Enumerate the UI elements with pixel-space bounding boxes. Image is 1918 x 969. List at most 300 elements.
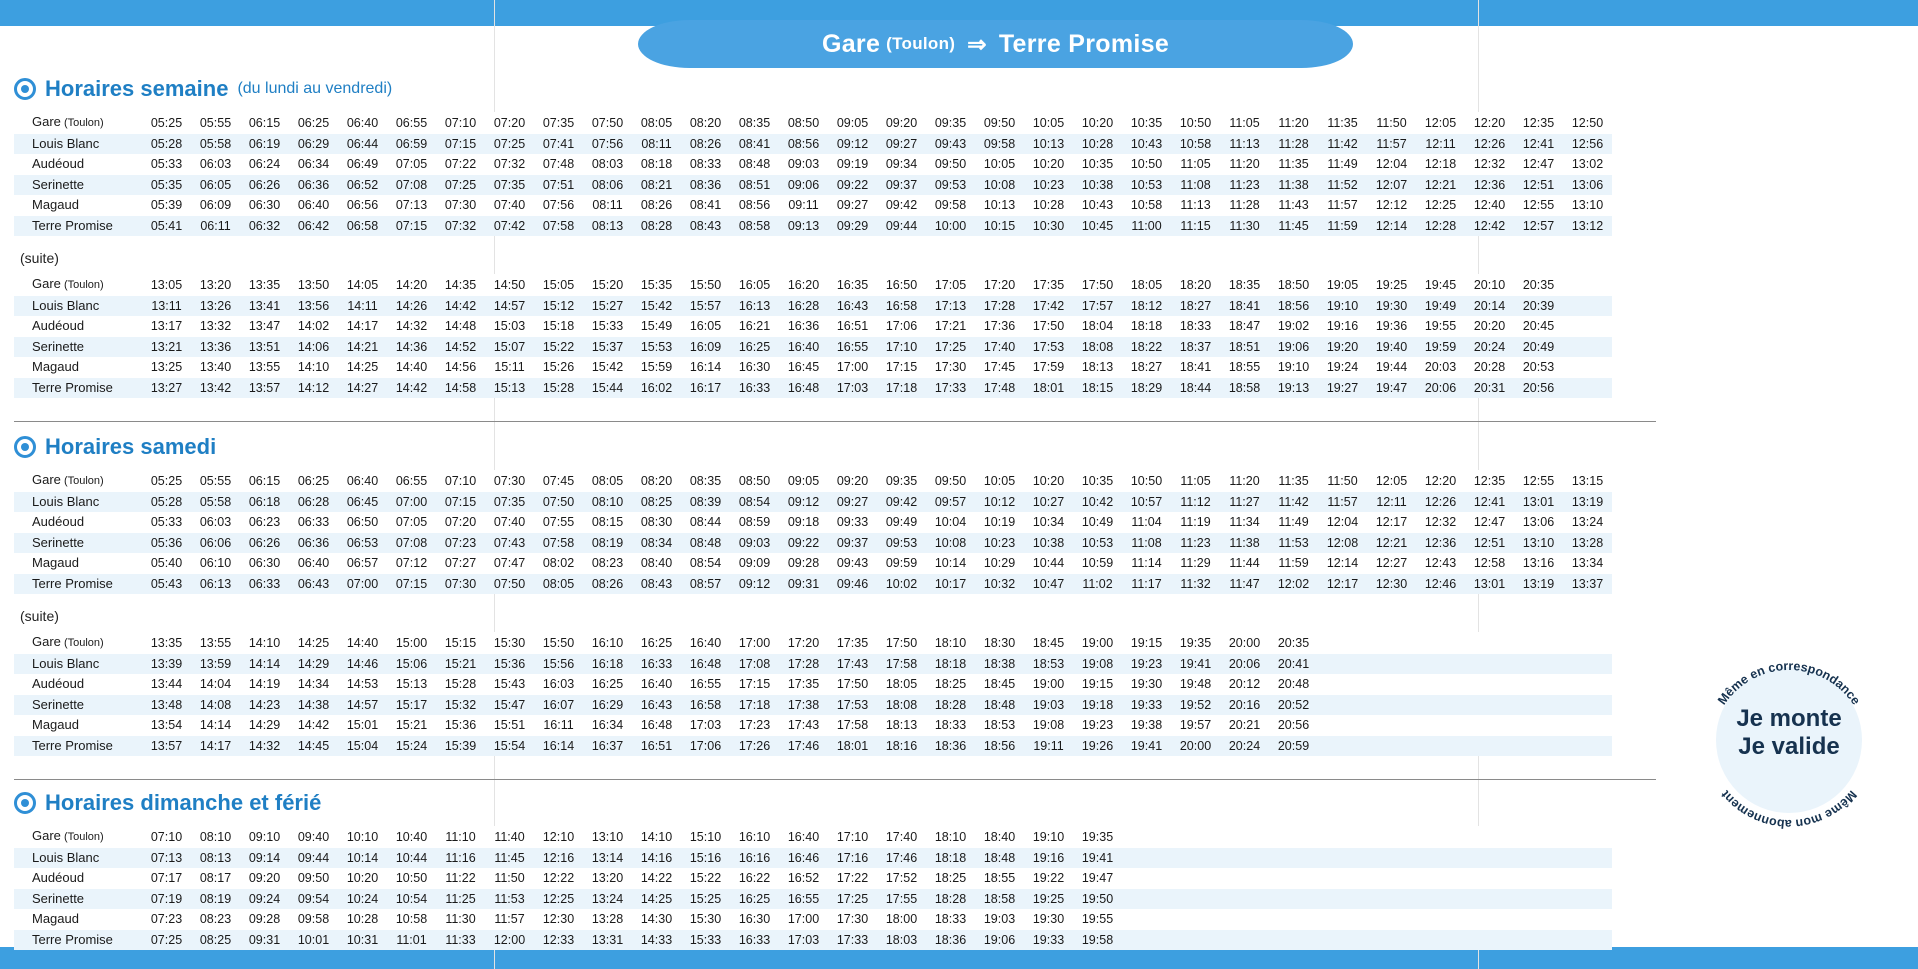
departure-time-cell (1269, 930, 1318, 951)
departure-time-cell (1171, 909, 1220, 930)
departure-time-cell: 06:43 (289, 574, 338, 595)
departure-time-cell: 07:20 (436, 512, 485, 533)
departure-time-cell: 11:19 (1171, 512, 1220, 533)
departure-time-cell: 10:57 (1122, 492, 1171, 513)
route-banner (638, 20, 1353, 68)
suite-label-samedi: (suite) (20, 608, 59, 624)
departure-time-cell: 09:03 (779, 154, 828, 175)
departure-time-cell (1220, 868, 1269, 889)
departure-time-cell: 17:35 (828, 632, 877, 654)
departure-time-cell: 17:10 (877, 337, 926, 358)
departure-time-cell: 09:27 (877, 134, 926, 155)
departure-time-cell: 17:26 (730, 736, 779, 757)
departure-time-cell: 10:32 (975, 574, 1024, 595)
departure-time-cell: 17:15 (877, 357, 926, 378)
departure-time-cell: 12:20 (1465, 112, 1514, 134)
departure-time-cell: 05:25 (142, 112, 191, 134)
departure-time-cell: 08:03 (583, 154, 632, 175)
departure-time-cell: 16:25 (730, 889, 779, 910)
departure-time-cell: 10:20 (1073, 112, 1122, 134)
schedule-table-saturday-1 (14, 470, 1612, 594)
departure-time-cell: 16:58 (681, 695, 730, 716)
departure-time-cell: 12:51 (1514, 175, 1563, 196)
departure-time-cell: 11:47 (1220, 574, 1269, 595)
stop-name-cell: Magaud (14, 715, 142, 736)
departure-time-cell: 11:08 (1171, 175, 1220, 196)
departure-time-cell (1416, 695, 1465, 716)
departure-time-cell (1514, 848, 1563, 869)
departure-time-cell: 09:54 (289, 889, 338, 910)
departure-time-cell: 17:25 (926, 337, 975, 358)
departure-time-cell: 13:14 (583, 848, 632, 869)
departure-time-cell: 05:33 (142, 512, 191, 533)
departure-time-cell: 09:44 (289, 848, 338, 869)
stop-name-cell: Magaud (14, 195, 142, 216)
table-row (14, 715, 1612, 736)
departure-time-cell: 20:48 (1269, 674, 1318, 695)
departure-time-cell: 19:41 (1073, 848, 1122, 869)
departure-time-cell: 14:10 (240, 632, 289, 654)
departure-time-cell: 12:16 (534, 848, 583, 869)
departure-time-cell (1416, 736, 1465, 757)
departure-time-cell: 11:04 (1122, 512, 1171, 533)
departure-time-cell: 19:30 (1122, 674, 1171, 695)
departure-time-cell: 05:41 (142, 216, 191, 237)
departure-time-cell: 12:57 (1514, 216, 1563, 237)
departure-time-cell: 17:40 (975, 337, 1024, 358)
departure-time-cell: 07:30 (485, 470, 534, 492)
departure-time-cell: 13:10 (1514, 533, 1563, 554)
departure-time-cell: 16:43 (632, 695, 681, 716)
departure-time-cell: 07:10 (142, 826, 191, 848)
departure-time-cell: 20:20 (1465, 316, 1514, 337)
stop-name-cell: Gare (Toulon) (14, 632, 142, 654)
departure-time-cell: 13:47 (240, 316, 289, 337)
departure-time-cell: 06:13 (191, 574, 240, 595)
stop-name-suffix: (Toulon) (60, 117, 104, 129)
departure-time-cell: 15:49 (632, 316, 681, 337)
departure-time-cell: 08:54 (681, 553, 730, 574)
departure-time-cell: 10:59 (1073, 553, 1122, 574)
departure-time-cell: 17:50 (1073, 274, 1122, 296)
schedule-table-weekday-2 (14, 274, 1612, 398)
departure-time-cell: 06:25 (289, 470, 338, 492)
section-heading-dimanche (14, 790, 321, 816)
departure-time-cell: 16:18 (583, 654, 632, 675)
departure-time-cell: 16:05 (730, 274, 779, 296)
departure-time-cell: 14:14 (191, 715, 240, 736)
departure-time-cell: 18:47 (1220, 316, 1269, 337)
departure-time-cell (1220, 909, 1269, 930)
departure-time-cell: 16:48 (681, 654, 730, 675)
departure-time-cell: 13:27 (142, 378, 191, 399)
departure-time-cell (1465, 826, 1514, 848)
departure-time-cell: 16:45 (779, 357, 828, 378)
departure-time-cell: 06:42 (289, 216, 338, 237)
departure-time-cell: 07:42 (485, 216, 534, 237)
departure-time-cell: 06:34 (289, 154, 338, 175)
departure-time-cell: 11:13 (1171, 195, 1220, 216)
departure-time-cell: 20:56 (1269, 715, 1318, 736)
departure-time-cell: 17:20 (779, 632, 828, 654)
departure-time-cell: 10:50 (1122, 154, 1171, 175)
departure-time-cell (1514, 736, 1563, 757)
departure-time-cell (1269, 909, 1318, 930)
departure-time-cell: 07:56 (583, 134, 632, 155)
departure-time-cell: 14:25 (289, 632, 338, 654)
departure-time-cell: 12:04 (1367, 154, 1416, 175)
departure-time-cell: 15:32 (436, 695, 485, 716)
departure-time-cell: 17:43 (828, 654, 877, 675)
departure-time-cell (1122, 909, 1171, 930)
departure-time-cell (1465, 848, 1514, 869)
departure-time-cell: 11:35 (1269, 154, 1318, 175)
departure-time-cell: 06:32 (240, 216, 289, 237)
departure-time-cell: 17:33 (926, 378, 975, 399)
departure-time-cell: 15:05 (534, 274, 583, 296)
table-row (14, 296, 1612, 317)
departure-time-cell: 13:15 (1563, 470, 1612, 492)
departure-time-cell: 09:42 (877, 492, 926, 513)
departure-time-cell: 18:10 (926, 632, 975, 654)
departure-time-cell: 13:12 (1563, 216, 1612, 237)
departure-time-cell: 14:46 (338, 654, 387, 675)
departure-time-cell: 13:26 (191, 296, 240, 317)
departure-time-cell: 09:24 (240, 889, 289, 910)
departure-time-cell: 13:20 (191, 274, 240, 296)
departure-time-cell: 06:45 (338, 492, 387, 513)
departure-time-cell: 16:13 (730, 296, 779, 317)
stop-name-cell: Audéoud (14, 512, 142, 533)
departure-time-cell: 11:01 (387, 930, 436, 951)
departure-time-cell: 11:15 (1171, 216, 1220, 237)
table-row (14, 274, 1612, 296)
banner-destination: Terre Promise (998, 29, 1170, 58)
departure-time-cell: 18:38 (975, 654, 1024, 675)
departure-time-cell: 20:06 (1416, 378, 1465, 399)
departure-time-cell: 06:53 (338, 533, 387, 554)
departure-time-cell: 20:53 (1514, 357, 1563, 378)
departure-time-cell: 11:02 (1073, 574, 1122, 595)
departure-time-cell: 07:10 (436, 470, 485, 492)
departure-time-cell: 13:10 (583, 826, 632, 848)
departure-time-cell (1367, 654, 1416, 675)
departure-time-cell: 19:48 (1171, 674, 1220, 695)
departure-time-cell: 15:42 (583, 357, 632, 378)
departure-time-cell: 08:05 (534, 574, 583, 595)
departure-time-cell (1563, 674, 1612, 695)
departure-time-cell: 06:19 (240, 134, 289, 155)
departure-time-cell: 07:50 (485, 574, 534, 595)
departure-time-cell: 06:40 (338, 470, 387, 492)
stop-name-cell: Audéoud (14, 316, 142, 337)
departure-time-cell: 14:25 (632, 889, 681, 910)
departure-time-cell: 12:21 (1416, 175, 1465, 196)
departure-time-cell: 15:44 (583, 378, 632, 399)
departure-time-cell: 06:33 (289, 512, 338, 533)
departure-time-cell: 17:36 (975, 316, 1024, 337)
departure-time-cell: 13:28 (1563, 533, 1612, 554)
departure-time-cell: 18:03 (877, 930, 926, 951)
departure-time-cell (1367, 889, 1416, 910)
departure-time-cell: 19:13 (1269, 378, 1318, 399)
departure-time-cell (1171, 848, 1220, 869)
departure-time-cell: 12:10 (534, 826, 583, 848)
departure-time-cell: 12:55 (1514, 195, 1563, 216)
departure-time-cell: 15:30 (681, 909, 730, 930)
departure-time-cell: 12:28 (1416, 216, 1465, 237)
departure-time-cell: 18:45 (975, 674, 1024, 695)
departure-time-cell: 16:33 (730, 930, 779, 951)
departure-time-cell: 12:11 (1367, 492, 1416, 513)
departure-time-cell: 13:35 (142, 632, 191, 654)
departure-time-cell: 16:40 (779, 826, 828, 848)
departure-time-cell: 15:07 (485, 337, 534, 358)
departure-time-cell: 18:56 (975, 736, 1024, 757)
departure-time-cell: 09:22 (779, 533, 828, 554)
departure-time-cell (1514, 868, 1563, 889)
departure-time-cell: 19:55 (1073, 909, 1122, 930)
departure-time-cell: 08:43 (681, 216, 730, 237)
departure-time-cell (1514, 826, 1563, 848)
departure-time-cell: 08:13 (191, 848, 240, 869)
departure-time-cell: 12:22 (534, 868, 583, 889)
departure-time-cell: 09:11 (779, 195, 828, 216)
departure-time-cell: 11:17 (1122, 574, 1171, 595)
departure-time-cell: 18:40 (975, 826, 1024, 848)
departure-time-cell: 11:38 (1220, 533, 1269, 554)
departure-time-cell: 14:23 (240, 695, 289, 716)
departure-time-cell: 15:18 (534, 316, 583, 337)
departure-time-cell: 14:22 (632, 868, 681, 889)
departure-time-cell: 20:16 (1220, 695, 1269, 716)
departure-time-cell: 06:33 (240, 574, 289, 595)
departure-time-cell: 06:15 (240, 112, 289, 134)
departure-time-cell: 09:59 (877, 553, 926, 574)
departure-time-cell: 14:21 (338, 337, 387, 358)
departure-time-cell: 18:00 (877, 909, 926, 930)
departure-time-cell: 17:18 (730, 695, 779, 716)
departure-time-cell: 20:35 (1269, 632, 1318, 654)
departure-time-cell: 05:35 (142, 175, 191, 196)
departure-time-cell: 14:57 (485, 296, 534, 317)
departure-time-cell: 10:50 (1171, 112, 1220, 134)
departure-time-cell: 17:57 (1073, 296, 1122, 317)
table-row (14, 868, 1612, 889)
departure-time-cell: 16:25 (632, 632, 681, 654)
departure-time-cell: 18:51 (1220, 337, 1269, 358)
departure-time-cell: 09:35 (877, 470, 926, 492)
departure-time-cell: 08:35 (730, 112, 779, 134)
departure-time-cell: 12:33 (534, 930, 583, 951)
departure-time-cell: 17:45 (975, 357, 1024, 378)
departure-time-cell: 17:40 (877, 826, 926, 848)
departure-time-cell: 18:25 (926, 674, 975, 695)
departure-time-cell: 18:01 (828, 736, 877, 757)
departure-time-cell: 09:57 (926, 492, 975, 513)
departure-time-cell: 20:00 (1220, 632, 1269, 654)
departure-time-cell: 15:28 (436, 674, 485, 695)
departure-time-cell: 18:48 (975, 695, 1024, 716)
departure-time-cell: 15:11 (485, 357, 534, 378)
departure-time-cell: 08:18 (632, 154, 681, 175)
departure-time-cell: 07:25 (485, 134, 534, 155)
departure-time-cell: 10:23 (1024, 175, 1073, 196)
departure-time-cell: 18:18 (926, 848, 975, 869)
departure-time-cell (1563, 378, 1612, 399)
departure-time-cell: 19:33 (1024, 930, 1073, 951)
departure-time-cell: 18:13 (877, 715, 926, 736)
departure-time-cell: 06:50 (338, 512, 387, 533)
departure-time-cell: 06:18 (240, 492, 289, 513)
departure-time-cell: 08:17 (191, 868, 240, 889)
departure-time-cell: 14:12 (289, 378, 338, 399)
departure-time-cell: 10:20 (1024, 154, 1073, 175)
departure-time-cell: 08:48 (730, 154, 779, 175)
departure-time-cell: 13:28 (583, 909, 632, 930)
departure-time-cell: 15:01 (338, 715, 387, 736)
departure-time-cell: 18:22 (1122, 337, 1171, 358)
departure-time-cell: 05:40 (142, 553, 191, 574)
departure-time-cell: 19:23 (1073, 715, 1122, 736)
departure-time-cell: 07:30 (436, 195, 485, 216)
departure-time-cell (1318, 930, 1367, 951)
departure-time-cell: 07:35 (485, 175, 534, 196)
departure-time-cell (1416, 674, 1465, 695)
departure-time-cell: 10:49 (1073, 512, 1122, 533)
departure-time-cell: 08:13 (583, 216, 632, 237)
departure-time-cell: 07:32 (485, 154, 534, 175)
departure-time-cell (1171, 889, 1220, 910)
departure-time-cell: 19:47 (1073, 868, 1122, 889)
departure-time-cell: 17:22 (828, 868, 877, 889)
departure-time-cell: 16:28 (779, 296, 828, 317)
departure-time-cell: 17:46 (877, 848, 926, 869)
section-heading-semaine (14, 76, 392, 102)
departure-time-cell: 11:34 (1220, 512, 1269, 533)
departure-time-cell: 16:17 (681, 378, 730, 399)
departure-time-cell: 09:43 (828, 553, 877, 574)
departure-time-cell: 10:43 (1122, 134, 1171, 155)
departure-time-cell: 16:07 (534, 695, 583, 716)
departure-time-cell: 11:49 (1318, 154, 1367, 175)
departure-time-cell: 07:51 (534, 175, 583, 196)
departure-time-cell: 12:21 (1367, 533, 1416, 554)
departure-time-cell: 19:16 (1024, 848, 1073, 869)
departure-time-cell: 19:35 (1073, 826, 1122, 848)
stop-name-cell: Terre Promise (14, 378, 142, 399)
departure-time-cell: 19:10 (1024, 826, 1073, 848)
departure-time-cell: 16:36 (779, 316, 828, 337)
departure-time-cell: 17:08 (730, 654, 779, 675)
departure-time-cell: 15:50 (534, 632, 583, 654)
departure-time-cell (1563, 930, 1612, 951)
departure-time-cell (1514, 695, 1563, 716)
departure-time-cell: 18:25 (926, 868, 975, 889)
table-row (14, 533, 1612, 554)
departure-time-cell (1514, 889, 1563, 910)
departure-time-cell: 12:32 (1465, 154, 1514, 175)
departure-time-cell: 19:50 (1073, 889, 1122, 910)
departure-time-cell: 10:38 (1024, 533, 1073, 554)
departure-time-cell: 06:03 (191, 512, 240, 533)
departure-time-cell: 15:22 (681, 868, 730, 889)
table-row (14, 930, 1612, 951)
departure-time-cell (1269, 868, 1318, 889)
departure-time-cell (1122, 826, 1171, 848)
departure-time-cell: 18:28 (926, 889, 975, 910)
departure-time-cell: 12:27 (1367, 553, 1416, 574)
departure-time-cell: 14:40 (387, 357, 436, 378)
departure-time-cell: 19:02 (1269, 316, 1318, 337)
departure-time-cell: 11:59 (1269, 553, 1318, 574)
departure-time-cell: 11:05 (1171, 470, 1220, 492)
table-row (14, 574, 1612, 595)
departure-time-cell: 14:30 (632, 909, 681, 930)
departure-time-cell: 14:34 (289, 674, 338, 695)
departure-time-cell: 07:40 (485, 195, 534, 216)
departure-time-cell: 16:51 (632, 736, 681, 757)
departure-time-cell (1367, 909, 1416, 930)
departure-time-cell: 19:41 (1122, 736, 1171, 757)
departure-time-cell: 19:05 (1318, 274, 1367, 296)
departure-time-cell: 10:20 (1024, 470, 1073, 492)
table-row (14, 112, 1612, 134)
departure-time-cell: 17:35 (779, 674, 828, 695)
departure-time-cell: 11:33 (436, 930, 485, 951)
departure-time-cell: 18:41 (1171, 357, 1220, 378)
departure-time-cell (1318, 736, 1367, 757)
departure-time-cell: 11:13 (1220, 134, 1269, 155)
departure-time-cell: 12:04 (1318, 512, 1367, 533)
departure-time-cell (1318, 848, 1367, 869)
departure-time-cell: 20:24 (1465, 337, 1514, 358)
departure-time-cell: 08:40 (632, 553, 681, 574)
departure-time-cell (1220, 826, 1269, 848)
departure-time-cell: 18:33 (1171, 316, 1220, 337)
departure-time-cell: 19:08 (1024, 715, 1073, 736)
departure-time-cell: 11:27 (1220, 492, 1269, 513)
departure-time-cell: 18:56 (1269, 296, 1318, 317)
departure-time-cell: 11:20 (1220, 470, 1269, 492)
departure-time-cell: 10:58 (1171, 134, 1220, 155)
departure-time-cell: 06:15 (240, 470, 289, 492)
departure-time-cell: 08:30 (632, 512, 681, 533)
departure-time-cell: 07:12 (387, 553, 436, 574)
bottom-blue-bar (0, 947, 1918, 969)
departure-time-cell: 12:43 (1416, 553, 1465, 574)
departure-time-cell: 07:25 (436, 175, 485, 196)
departure-time-cell: 11:14 (1122, 553, 1171, 574)
departure-time-cell: 12:41 (1514, 134, 1563, 155)
departure-time-cell: 19:25 (1024, 889, 1073, 910)
departure-time-cell (1514, 654, 1563, 675)
departure-time-cell: 15:25 (681, 889, 730, 910)
departure-time-cell: 08:44 (681, 512, 730, 533)
departure-time-cell: 16:33 (730, 378, 779, 399)
departure-time-cell: 10:34 (1024, 512, 1073, 533)
departure-time-cell: 11:57 (1318, 195, 1367, 216)
departure-time-cell: 07:00 (338, 574, 387, 595)
stop-name-cell: Terre Promise (14, 216, 142, 237)
departure-time-cell: 19:58 (1073, 930, 1122, 951)
departure-time-cell (1465, 632, 1514, 654)
departure-time-cell: 20:14 (1465, 296, 1514, 317)
departure-time-cell: 15:24 (387, 736, 436, 757)
departure-time-cell: 15:53 (632, 337, 681, 358)
departure-time-cell: 17:30 (926, 357, 975, 378)
departure-time-cell: 08:57 (681, 574, 730, 595)
